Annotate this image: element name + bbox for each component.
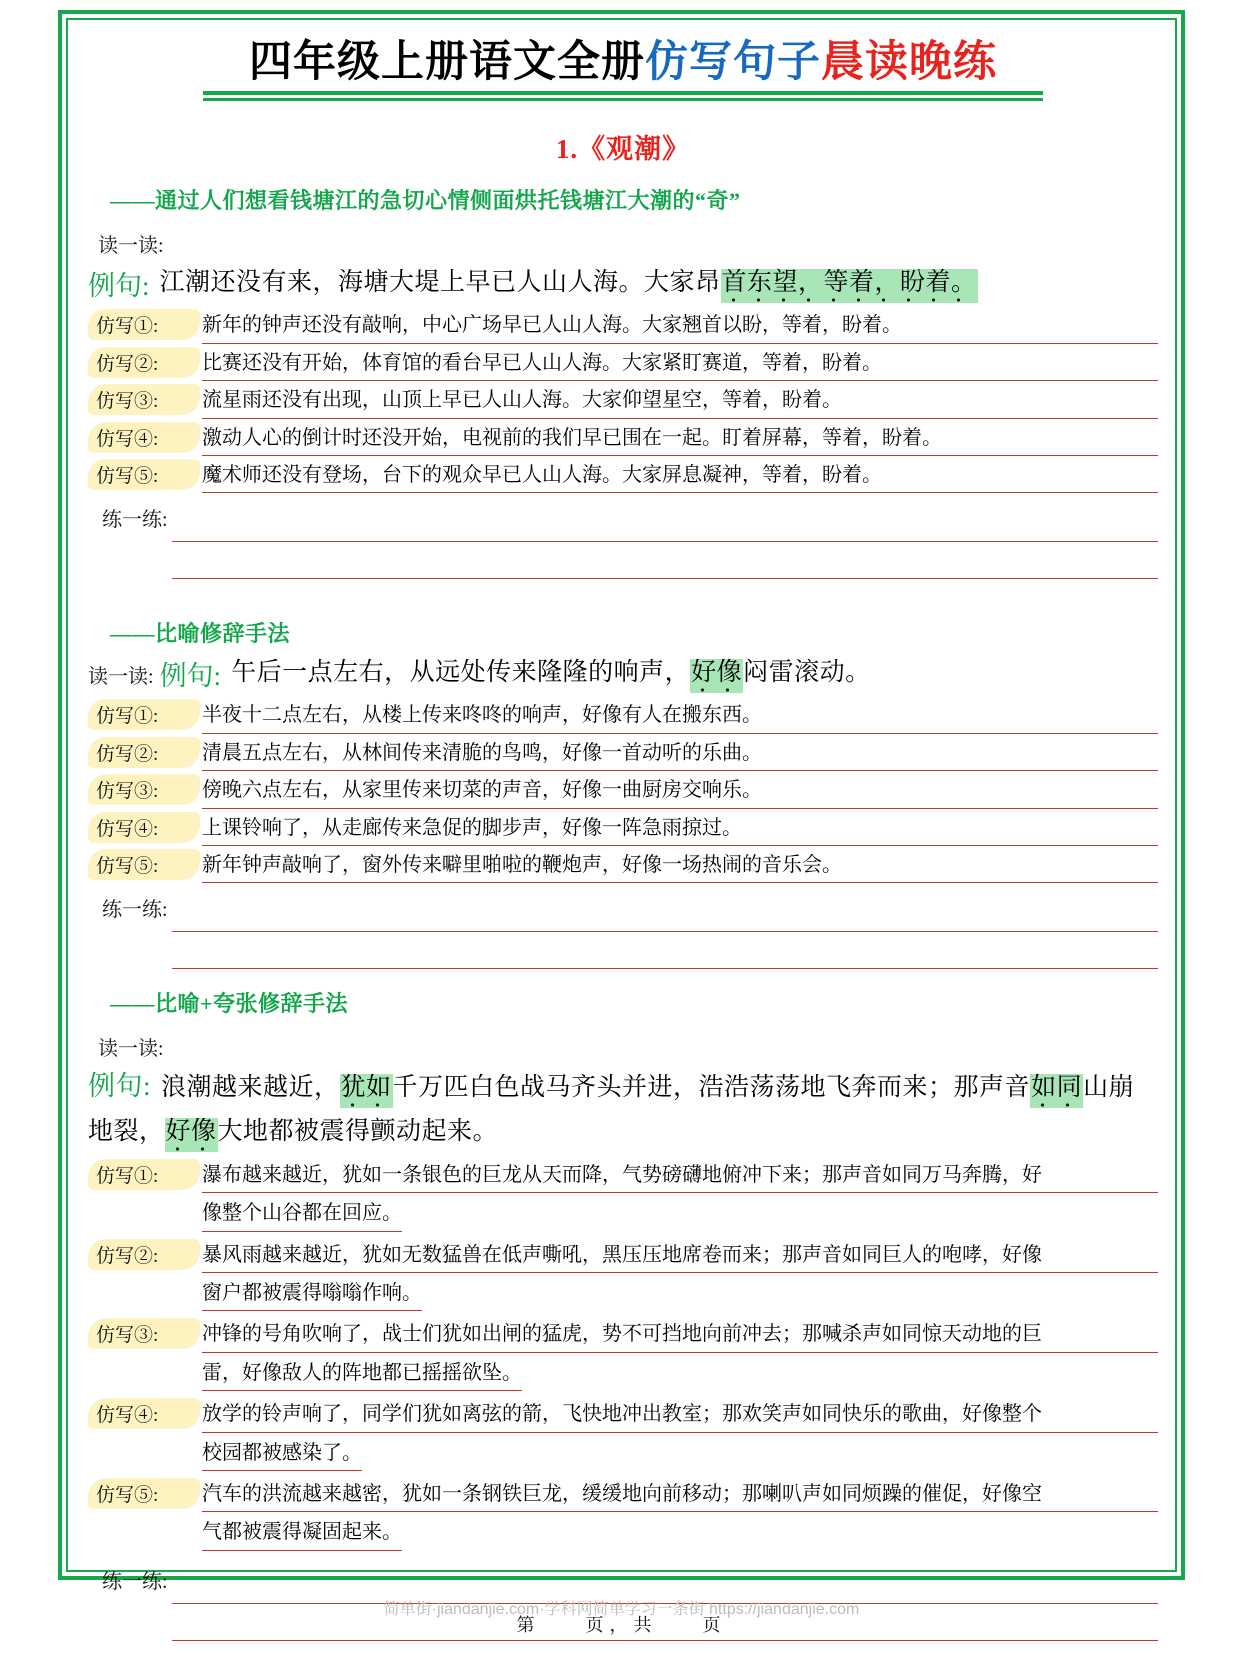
imitation-label: 仿写④:: [88, 1398, 200, 1429]
imitation-body: [202, 459, 1158, 493]
page-total-blank: [658, 1615, 703, 1635]
imitation-row: [88, 849, 1158, 883]
imitation-label: 仿写①:: [88, 699, 200, 730]
imitation-text: 魔术师还没有登场，台下的观众早已人山人海。大家屏息凝神，等着，盼着。: [202, 459, 1158, 493]
practice-write-line[interactable]: [172, 542, 1158, 579]
imitation-text: 流星雨还没有出现，山顶上早已人山人海。大家仰望星空，等着，盼着。: [202, 384, 1158, 418]
page-title: [88, 38, 1158, 87]
imitation-row: [88, 1239, 1158, 1316]
imitation-label: 仿写③:: [88, 1318, 200, 1349]
imitation-text: 半夜十二点左右，从楼上传来咚咚的响声，好像有人在搬东西。: [202, 699, 1158, 733]
section-3: [88, 987, 1158, 1640]
page-prefix: 第: [516, 1615, 541, 1635]
section-1-example-row: [88, 264, 1158, 303]
imitation-body: [202, 1478, 1158, 1555]
imitation-row: [88, 699, 1158, 733]
imitation-label: 仿写⑤:: [88, 459, 200, 490]
title-underline-rules: [203, 91, 1043, 101]
imitation-text-line2: 校园都被感染了。: [202, 1437, 362, 1471]
imitation-label: 仿写②:: [88, 347, 200, 378]
example-plain-after: 闷雷滚动。: [743, 659, 871, 687]
imitation-row: [88, 384, 1158, 418]
example-highlight: 首东望，等着，盼着。: [721, 269, 978, 303]
imitation-body: [202, 1318, 1158, 1395]
imitation-row: [88, 309, 1158, 343]
section-2-example-row: [88, 654, 1158, 693]
imitation-text-line2: 窗户都被震得嗡嗡作响。: [202, 1277, 422, 1311]
imitation-body: [202, 309, 1158, 343]
imitation-row: [88, 1478, 1158, 1555]
imitation-row: [88, 347, 1158, 381]
practice-write-line[interactable]: [172, 895, 1158, 932]
footer-page-number: [0, 1611, 1243, 1637]
practice-label: 练一练:: [102, 1570, 168, 1593]
imitation-body: [202, 737, 1158, 771]
section-1-practice: [88, 503, 1158, 579]
section-1-subheading: ——通过人们想看钱塘江的急切心情侧面烘托钱塘江大潮的“奇”: [110, 188, 741, 214]
section-1-read-label: 读一读:: [98, 235, 164, 258]
imitation-body: [202, 384, 1158, 418]
imitation-row: [88, 1159, 1158, 1236]
imitation-text-line2: 雷，好像敌人的阵地都已摇摇欲坠。: [202, 1357, 522, 1391]
section-2-example-label: 例句:: [159, 661, 222, 692]
section-1-example-text: [160, 264, 978, 303]
imitation-body: [202, 699, 1158, 733]
imitation-text: 傍晚六点左右，从家里传来切菜的声音，好像一曲厨房交响乐。: [202, 774, 1158, 808]
practice-label: 练一练:: [102, 509, 168, 532]
imitation-label: 仿写⑤:: [88, 1478, 200, 1509]
imitation-body: [202, 347, 1158, 381]
footer-watermark: 简单街·jiandanjie.com·学科网简单学习一条街 https://jiandanjie.com: [383, 1601, 860, 1618]
example-line2-a: 山崩地裂，: [88, 1074, 1135, 1145]
section-3-imitation-list: [88, 1159, 1158, 1555]
page-footer: [0, 1596, 1243, 1637]
title-part-black: 四年级上册语文全册: [249, 37, 645, 87]
section-3-subheading: ——比喻+夸张修辞手法: [110, 991, 349, 1017]
imitation-body: [202, 812, 1158, 846]
practice-lines: [172, 893, 1158, 969]
practice-write-line[interactable]: [172, 932, 1158, 969]
example-line2-highlight-1: 如同: [1030, 1074, 1083, 1108]
imitation-text: 比赛还没有开始，体育馆的看台早已人山人海。大家紧盯赛道，等着，盼着。: [202, 347, 1158, 381]
page-mid: 页，共: [585, 1615, 658, 1635]
lesson-heading: 1.《观潮》: [555, 134, 691, 165]
section-1: [88, 184, 1158, 579]
section-1-example-label: 例句:: [88, 271, 150, 302]
imitation-label: 仿写③:: [88, 774, 200, 805]
page-number-blank: [541, 1615, 586, 1635]
imitation-row: [88, 422, 1158, 456]
imitation-label: 仿写③:: [88, 384, 200, 415]
example-line2-b: 大地都被震得颤动起来。: [217, 1117, 499, 1145]
example-line1-b: 千万匹白色战马齐头并进，浩浩荡荡地飞奔而来；那声音: [392, 1074, 1031, 1102]
imitation-text: 新年的钟声还没有敲响，中心广场早已人山人海。大家翘首以盼，等着，盼着。: [202, 309, 1158, 343]
imitation-text: 上课铃响了，从走廊传来急促的脚步声，好像一阵急雨掠过。: [202, 812, 1158, 846]
imitation-row: [88, 1318, 1158, 1395]
imitation-text-line1: 放学的铃声响了，同学们犹如离弦的箭，飞快地冲出教室；那欢笑声如同快乐的歌曲，好像整个: [202, 1398, 1158, 1432]
imitation-body: [202, 1398, 1158, 1475]
imitation-row: [88, 459, 1158, 493]
section-2-subheading: ——比喻修辞手法: [110, 621, 291, 647]
practice-label: 练一练:: [102, 899, 168, 922]
imitation-label: 仿写①:: [88, 309, 200, 340]
page-content: [78, 24, 1168, 1641]
imitation-text-line2: 像整个山谷都在回应。: [202, 1197, 402, 1231]
imitation-text: 新年钟声敲响了，窗外传来噼里啪啦的鞭炮声，好像一场热闹的音乐会。: [202, 849, 1158, 883]
section-2: [88, 617, 1158, 969]
section-3-read-label: 读一读:: [98, 1038, 164, 1061]
section-2-imitation-list: [88, 699, 1158, 883]
title-part-red: 晨读晚练: [821, 37, 997, 87]
imitation-label: 仿写④:: [88, 812, 200, 843]
imitation-text-line2: 气都被震得凝固起来。: [202, 1516, 402, 1550]
imitation-row: [88, 774, 1158, 808]
page-suffix: 页: [702, 1615, 727, 1635]
imitation-row: [88, 737, 1158, 771]
imitation-text-line1: 瀑布越来越近，犹如一条银色的巨龙从天而降，气势磅礴地俯冲下来；那声音如同万马奔腾，好: [202, 1159, 1158, 1193]
imitation-label: 仿写②:: [88, 737, 200, 768]
example-plain-before: 江潮还没有来，海塘大堤上早已人山人海。大家昂: [159, 269, 721, 297]
title-part-blue: 仿写句子: [645, 37, 821, 87]
imitation-label: 仿写②:: [88, 1239, 200, 1270]
imitation-text-line1: 暴风雨越来越近，犹如无数猛兽在低声嘶吼，黑压压地席卷而来；那声音如同巨人的咆哮，好像: [202, 1239, 1158, 1273]
imitation-label: 仿写④:: [88, 422, 200, 453]
example-line1-a: 浪潮越来越近，: [161, 1074, 340, 1102]
imitation-body: [202, 1239, 1158, 1316]
imitation-label: 仿写⑤:: [88, 849, 200, 880]
imitation-text-line1: 汽车的洪流越来越密，犹如一条钢铁巨龙，缓缓地向前移动；那喇叭声如同烦躁的催促，好像空: [202, 1478, 1158, 1512]
imitation-row: [88, 812, 1158, 846]
imitation-text: 清晨五点左右，从林间传来清脆的鸟鸣，好像一首动听的乐曲。: [202, 737, 1158, 771]
example-line1-highlight: 犹如: [340, 1074, 393, 1108]
practice-lines: [172, 503, 1158, 579]
section-3-example-text: [88, 1063, 1158, 1152]
title-block: [88, 38, 1158, 101]
imitation-text: 激动人心的倒计时还没开始，电视前的我们早已围在一起。盯着屏幕，等着，盼着。: [202, 422, 1158, 456]
example-highlight: 好像: [690, 659, 743, 693]
imitation-body: [202, 422, 1158, 456]
imitation-label: 仿写①:: [88, 1159, 200, 1190]
title-rule-thin: [203, 98, 1043, 101]
section-2-example-text: [231, 654, 871, 693]
section-2-read-label: 读一读:: [88, 666, 154, 689]
example-line2-highlight-2: 好像: [165, 1118, 218, 1152]
section-3-example-label: 例句:: [88, 1071, 152, 1102]
imitation-body: [202, 849, 1158, 883]
imitation-row: [88, 1398, 1158, 1475]
imitation-body: [202, 774, 1158, 808]
section-2-practice: [88, 893, 1158, 969]
section-1-imitation-list: [88, 309, 1158, 493]
title-rule-thick: [203, 91, 1043, 95]
practice-write-line[interactable]: [172, 505, 1158, 542]
imitation-text-line1: 冲锋的号角吹响了，战士们犹如出闸的猛虎，势不可挡地向前冲去；那喊杀声如同惊天动地的巨: [202, 1318, 1158, 1352]
imitation-body: [202, 1159, 1158, 1236]
example-plain-before: 午后一点左右，从远处传来隆隆的响声，: [231, 659, 691, 687]
